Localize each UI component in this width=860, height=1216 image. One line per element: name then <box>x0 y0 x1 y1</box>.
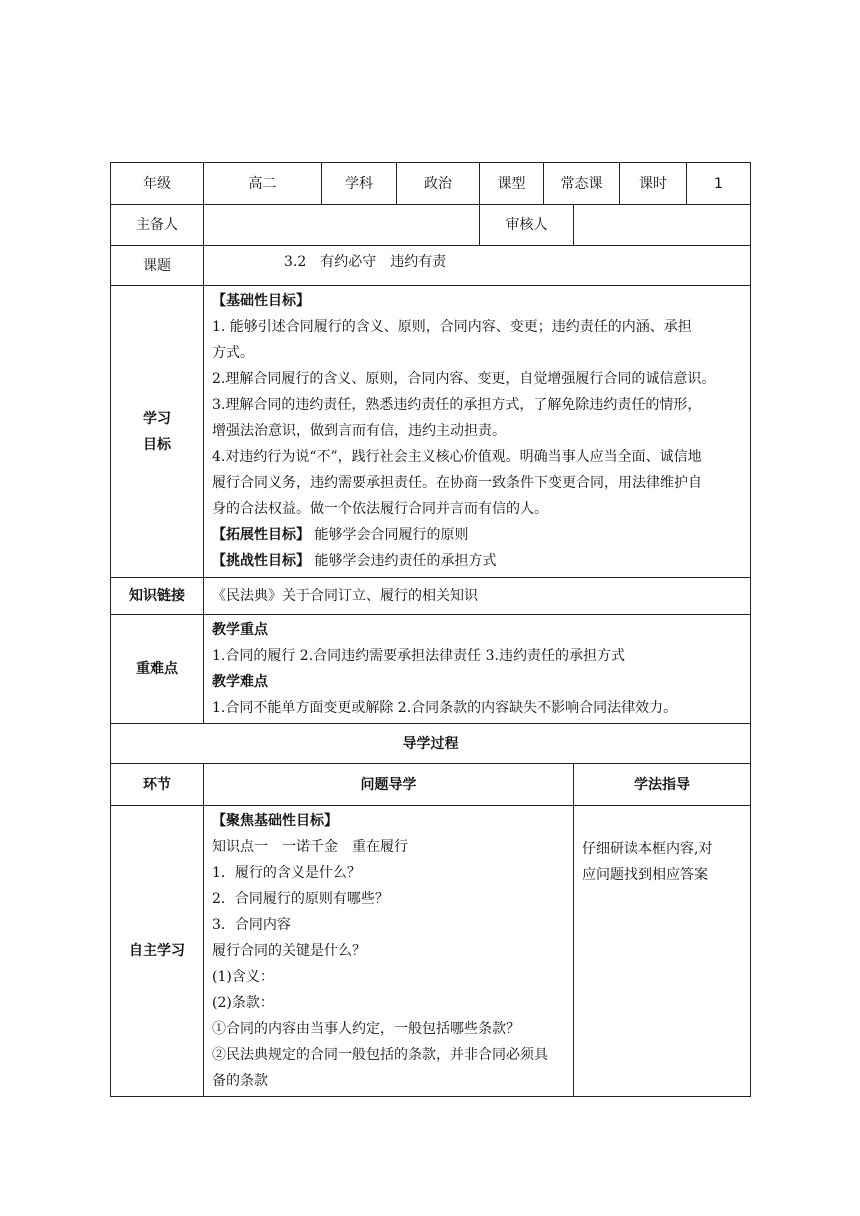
question-content <box>204 806 574 1097</box>
topic-value: 3.2 有约必守 违约有责 <box>204 246 751 286</box>
topic-row <box>111 246 751 286</box>
method-content <box>574 806 751 1097</box>
process-header-row <box>111 764 751 806</box>
extended-goal-text: 能够学会合同履行的原则 <box>314 527 469 543</box>
preparer-value <box>204 205 480 246</box>
reviewer-label: 审核人 <box>480 205 574 246</box>
challenge-goal-text: 能够学会违约责任的承担方式 <box>314 553 497 569</box>
hours-label: 课时 <box>620 163 687 205</box>
header-row <box>111 163 751 205</box>
difficulty-text: 1.合同不能单方面变更或解除 2.合同条款的内容缺失不影响合同法律效力。 <box>212 700 678 716</box>
question-line: (1)含义： <box>212 969 274 985</box>
goals-label <box>111 286 204 578</box>
goal-line: 2.理解合同履行的含义、原则，合同内容、变更，自觉增强履行合同的诚信意识。 <box>212 371 716 387</box>
question-line: 2．合同履行的原则有哪些？ <box>212 891 389 907</box>
goal-line: 方式。 <box>212 345 254 361</box>
knowledge-label: 知识链接 <box>111 578 204 615</box>
method-line: 应问题找到相应答案 <box>582 867 708 883</box>
goal-line: 4.对违约行为说“不”，践行社会主义核心价值观。明确当事人应当全面、诚信地 <box>212 449 702 465</box>
question-line: (2)条款： <box>212 995 274 1011</box>
topic-label: 课题 <box>111 246 204 286</box>
method-line: 仔细研读本框内容,对 <box>582 841 713 857</box>
question-line: ②民法典规定的合同一般包括的条款，并非合同必须具 <box>212 1047 548 1063</box>
question-line: 1．履行的含义是什么？ <box>212 865 361 881</box>
col-question: 问题导学 <box>204 764 574 806</box>
goal-line: 增强法治意识，做到言而有信，违约主动担责。 <box>212 423 506 439</box>
key-points-label: 重难点 <box>111 615 204 724</box>
difficulty-title: 教学难点 <box>212 674 268 690</box>
lesson-plan <box>110 162 750 1097</box>
preparer-label: 主备人 <box>111 205 204 246</box>
question-line: 履行合同的关键是什么？ <box>212 943 366 959</box>
stage-label: 自主学习 <box>111 806 204 1097</box>
process-title-row <box>111 724 751 764</box>
focus-title: 教学重点 <box>212 622 268 638</box>
question-line: ①合同的内容由当事人约定，一般包括哪些条款？ <box>212 1021 520 1037</box>
reviewer-value <box>574 205 751 246</box>
goals-content <box>204 286 751 578</box>
basic-goal-title: 【基础性目标】 <box>212 293 310 309</box>
type-label: 课型 <box>480 163 544 205</box>
question-line: 3．合同内容 <box>212 917 291 933</box>
process-title: 导学过程 <box>111 724 751 764</box>
goal-line: 3.理解合同的违约责任，熟悉违约责任的承担方式，了解免除违约责任的情形， <box>212 397 702 413</box>
goal-line: 履行合同义务，违约需要承担责任。在协商一致条件下变更合同，用法律维护自 <box>212 475 702 491</box>
challenge-goal-title: 【挑战性目标】 <box>212 553 310 569</box>
col-method: 学法指导 <box>574 764 751 806</box>
focus-text: 1.合同的履行 2.合同违约需要承担法律责任 3.违约责任的承担方式 <box>212 648 625 664</box>
lesson-plan-table <box>110 162 751 1097</box>
goal-line: 1. 能够引述合同履行的含义、原则，合同内容、变更；违约责任的内涵、承担 <box>212 319 692 335</box>
goal-line: 身的合法权益。做一个依法履行合同并言而有信的人。 <box>212 501 548 517</box>
goals-label-line-1: 学习 <box>143 410 171 427</box>
self-study-row <box>111 806 751 1097</box>
extended-goal-title: 【拓展性目标】 <box>212 527 310 543</box>
question-line: 知识点一 一诺千金 重在履行 <box>212 839 408 855</box>
grade-value: 高二 <box>204 163 322 205</box>
challenge-goal <box>212 548 742 574</box>
col-stage: 环节 <box>111 764 204 806</box>
goals-label-line-2: 目标 <box>143 436 171 453</box>
extended-goal <box>212 522 742 548</box>
knowledge-text: 《民法典》关于合同订立、履行的相关知识 <box>204 578 751 615</box>
key-points-row <box>111 615 751 724</box>
subject-label: 学科 <box>322 163 397 205</box>
type-value: 常态课 <box>544 163 620 205</box>
grade-label: 年级 <box>111 163 204 205</box>
knowledge-row <box>111 578 751 615</box>
subject-value: 政治 <box>397 163 480 205</box>
focus-basic-title: 【聚焦基础性目标】 <box>212 813 338 829</box>
goals-row <box>111 286 751 578</box>
preparer-row <box>111 205 751 246</box>
hours-value: 1 <box>687 163 751 205</box>
key-points-content <box>204 615 751 724</box>
question-line: 备的条款 <box>212 1073 268 1089</box>
